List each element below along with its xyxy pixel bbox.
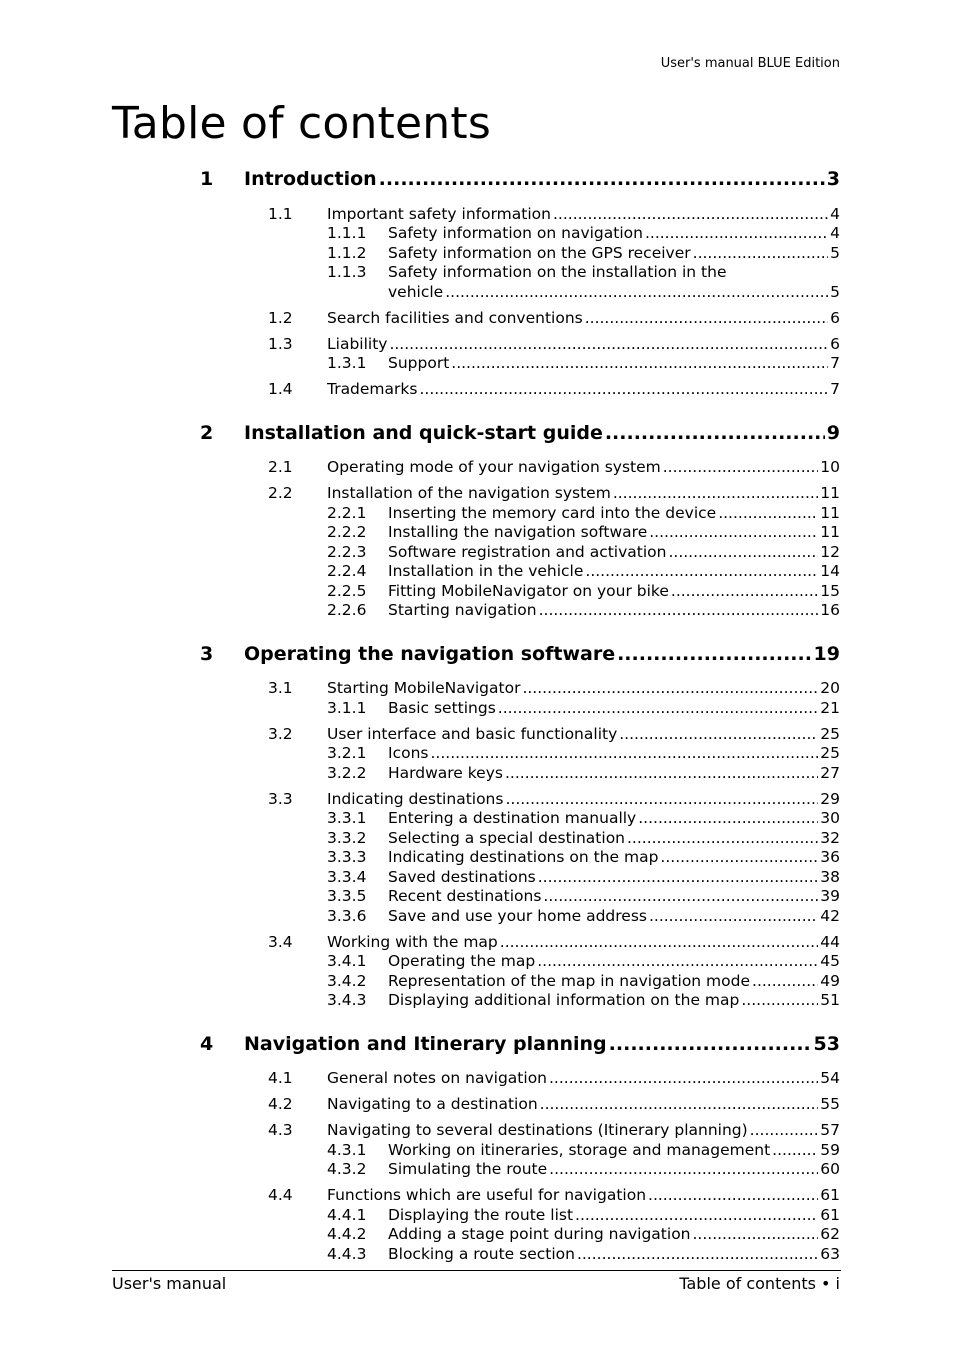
running-header: User's manual BLUE Edition	[660, 56, 840, 71]
entry-title: Displaying the route list	[388, 1205, 574, 1224]
page-number: 25	[820, 724, 840, 743]
entry-title: Entering a destination manually	[388, 809, 637, 827]
toc-entry-line	[388, 848, 840, 868]
entry-title: Installing the navigation software	[388, 523, 648, 541]
subsection-entry	[0, 1141, 954, 1161]
entry-title: Safety information on the installation in the	[388, 263, 727, 281]
toc-entry-line	[388, 1245, 840, 1265]
section-entry	[0, 725, 954, 745]
subsection-number: 4.4.3	[327, 1244, 367, 1263]
dot-leader	[609, 1033, 812, 1055]
entry-title: Search facilities and conventions	[327, 308, 583, 327]
toc-entry-line	[327, 1069, 840, 1089]
page-number: 29	[820, 789, 840, 808]
page-number: 45	[820, 952, 840, 970]
subsection-entry	[0, 699, 954, 719]
toc-entry-line	[388, 907, 840, 927]
page-number: 60	[820, 1160, 840, 1178]
entry-title: Simulating the route	[388, 1160, 548, 1178]
toc-entry-line	[244, 643, 840, 665]
entry-title: Operating mode of your navigation system	[327, 458, 661, 476]
entry-title: Navigating to several destinations (Itinerary planning)	[327, 1121, 748, 1139]
entry-title: Fitting MobileNavigator on your bike	[388, 581, 669, 600]
table-of-contents	[0, 168, 954, 1264]
dot-leader	[693, 244, 828, 264]
section-group	[0, 484, 954, 621]
subsection-entry	[0, 829, 954, 849]
page-number: 3	[826, 168, 840, 190]
entry-title: Recent destinations	[388, 887, 542, 905]
entry-title: Functions which are useful for navigation	[327, 1186, 647, 1204]
section-group	[0, 335, 954, 374]
page-number: 30	[820, 809, 840, 827]
chapter-heading	[0, 643, 954, 673]
section-group	[0, 309, 954, 329]
toc-entry-line	[388, 582, 840, 602]
subsection-number: 3.3.1	[327, 809, 367, 827]
subsection-entry	[0, 744, 954, 764]
dot-leader	[549, 1160, 818, 1180]
entry-title: Displaying additional information on the map	[388, 991, 740, 1009]
page-title: Table of contents	[112, 98, 491, 149]
page-number: 9	[826, 421, 840, 444]
toc-entry-line	[388, 744, 840, 764]
toc-entry-line	[388, 764, 840, 784]
dot-leader	[718, 504, 818, 524]
subsection-number: 1.1.1	[327, 224, 367, 242]
chapter-number: 4	[200, 1032, 214, 1055]
section-group	[0, 790, 954, 927]
page-number: 4	[830, 224, 840, 242]
dot-leader	[577, 1245, 818, 1265]
section-number: 3.2	[268, 724, 293, 743]
page-number: 32	[820, 828, 840, 847]
section-number: 4.1	[268, 1069, 293, 1087]
toc-entry-line	[327, 725, 840, 745]
subsection-number: 3.3.2	[327, 828, 367, 847]
page-number: 54	[820, 1069, 840, 1087]
dot-leader	[617, 643, 811, 665]
toc-entry-line	[327, 205, 840, 225]
dot-leader	[389, 335, 828, 355]
entry-title: Save and use your home address	[388, 906, 647, 925]
dot-leader	[540, 1095, 819, 1115]
page-number: 55	[820, 1095, 840, 1113]
entry-title: Important safety information	[327, 204, 551, 223]
chapter-number: 2	[200, 421, 214, 444]
toc-entry-line	[388, 1225, 840, 1245]
toc-entry-line	[388, 244, 840, 264]
subsection-number: 2.2.6	[327, 601, 367, 619]
section-number: 1.1	[268, 204, 293, 223]
section-entry	[0, 335, 954, 355]
subsection-number: 4.3.2	[327, 1160, 367, 1178]
subsection-entry	[0, 1206, 954, 1226]
subsection-entry	[0, 1225, 954, 1245]
dot-leader	[668, 543, 818, 563]
subsection-entry	[0, 972, 954, 992]
entry-title: Operating the map	[388, 952, 536, 970]
section-entry	[0, 1186, 954, 1206]
entry-title: Indicating destinations on the map	[388, 848, 659, 866]
dot-leader	[750, 1121, 819, 1141]
page-number: 14	[820, 562, 840, 580]
dot-leader	[505, 790, 818, 810]
page-number: 49	[820, 971, 840, 990]
entry-title: Safety information on the GPS receiver	[388, 243, 691, 262]
subsection-number: 3.4.1	[327, 952, 367, 970]
dot-leader	[605, 422, 825, 444]
dot-leader	[660, 848, 818, 868]
page-number: 39	[820, 887, 840, 905]
page-number: 53	[813, 1032, 840, 1055]
section-entry	[0, 933, 954, 953]
entry-title: Installation and quick-start guide	[244, 421, 603, 444]
toc-entry-line	[388, 562, 840, 582]
subsection-number: 3.3.5	[327, 887, 367, 905]
entry-title: Installation in the vehicle	[388, 562, 584, 580]
subsection-entry	[0, 764, 954, 784]
subsection-entry	[0, 601, 954, 621]
section-number: 4.4	[268, 1186, 293, 1204]
entry-title: Saved destinations	[388, 867, 536, 886]
dot-leader	[543, 887, 818, 907]
entry-title: Starting navigation	[388, 601, 537, 619]
subsection-number: 3.4.3	[327, 991, 367, 1009]
section-entry	[0, 1121, 954, 1141]
page-number: 25	[820, 744, 840, 762]
toc-entry-line	[327, 484, 840, 504]
toc-entry-line	[388, 263, 840, 283]
subsection-entry-continued	[0, 283, 954, 303]
dot-leader	[419, 380, 828, 400]
page-number: 7	[830, 354, 840, 372]
entry-title: Operating the navigation software	[244, 642, 616, 665]
page-number: 20	[820, 679, 840, 697]
toc-entry-line	[388, 543, 840, 563]
toc-entry-line	[327, 1095, 840, 1115]
page-number: 38	[820, 867, 840, 886]
page-number: 21	[820, 698, 840, 717]
page-number: 61	[820, 1205, 840, 1224]
dot-leader	[693, 1225, 819, 1245]
dot-leader	[575, 1206, 818, 1226]
subsection-entry	[0, 354, 954, 374]
section-number: 2.1	[268, 458, 293, 476]
footer-left: User's manual	[112, 1274, 227, 1293]
toc-entry-line	[388, 224, 840, 244]
subsection-number: 3.2.2	[327, 763, 367, 782]
page-number: 6	[830, 308, 840, 327]
section-entry	[0, 484, 954, 504]
section-number: 3.1	[268, 679, 293, 697]
subsection-number: 2.2.2	[327, 523, 367, 541]
section-entry	[0, 380, 954, 400]
toc-entry-line	[244, 422, 840, 444]
section-number: 4.3	[268, 1121, 293, 1139]
entry-title: Adding a stage point during navigation	[388, 1225, 691, 1243]
toc-entry-line	[244, 168, 840, 190]
subsection-entry	[0, 523, 954, 543]
toc-entry-line	[388, 354, 840, 374]
dot-leader	[649, 523, 818, 543]
section-number: 1.2	[268, 308, 293, 327]
dot-leader	[772, 1141, 818, 1161]
section-number: 4.2	[268, 1095, 293, 1113]
page-number: 44	[820, 932, 840, 951]
toc-entry-line	[327, 335, 840, 355]
subsection-number: 1.1.3	[327, 263, 367, 281]
section-number: 2.2	[268, 484, 293, 502]
dot-leader	[505, 764, 818, 784]
toc-entry-line	[388, 1141, 840, 1161]
entry-title: Working on itineraries, storage and management	[388, 1140, 771, 1159]
toc-entry-line	[327, 1121, 840, 1141]
section-group	[0, 1069, 954, 1089]
subsection-number: 2.2.4	[327, 562, 367, 580]
toc-entry-line	[388, 504, 840, 524]
section-group	[0, 1186, 954, 1264]
page-number: 61	[820, 1186, 840, 1204]
entry-title: Basic settings	[388, 698, 496, 717]
toc-entry-line	[327, 380, 840, 400]
toc-entry-line	[388, 991, 840, 1011]
entry-title: Representation of the map in navigation mode	[388, 971, 751, 990]
dot-leader	[445, 283, 828, 303]
entry-title: Installation of the navigation system	[327, 484, 611, 502]
entry-title: Indicating destinations	[327, 789, 504, 808]
section-number: 3.3	[268, 789, 293, 808]
entry-title: Support	[388, 354, 450, 372]
entry-title: Selecting a special destination	[388, 828, 625, 847]
entry-title: Blocking a route section	[388, 1244, 575, 1263]
entry-title: Navigation and Itinerary planning	[244, 1032, 607, 1055]
entry-title: Icons	[388, 744, 429, 762]
dot-leader	[671, 582, 818, 602]
dot-leader	[613, 484, 818, 504]
section-group	[0, 933, 954, 1011]
section-entry	[0, 458, 954, 478]
section-group	[0, 205, 954, 303]
subsection-entry	[0, 244, 954, 264]
entry-title: Hardware keys	[388, 763, 503, 782]
dot-leader	[585, 309, 828, 329]
entry-title: Navigating to a destination	[327, 1095, 538, 1113]
section-entry	[0, 205, 954, 225]
entry-title: User interface and basic functionality	[327, 724, 618, 743]
subsection-number: 3.3.4	[327, 867, 367, 886]
dot-leader	[553, 205, 828, 225]
subsection-number: 1.3.1	[327, 354, 367, 372]
subsection-number: 3.2.1	[327, 744, 367, 762]
page-number: 6	[830, 334, 840, 353]
section-group	[0, 1121, 954, 1180]
entry-title: General notes on navigation	[327, 1069, 547, 1087]
section-entry	[0, 1069, 954, 1089]
dot-leader	[549, 1069, 818, 1089]
dot-leader	[638, 809, 818, 829]
toc-entry-line	[388, 523, 840, 543]
dot-leader	[645, 224, 828, 244]
subsection-number: 1.1.2	[327, 243, 367, 262]
dot-leader	[498, 699, 818, 719]
dot-leader	[663, 458, 819, 478]
toc-entry-line	[327, 1186, 840, 1206]
entry-title: Starting MobileNavigator	[327, 679, 521, 697]
dot-leader	[627, 829, 818, 849]
page-number: 19	[813, 642, 840, 665]
page-number: 10	[820, 458, 840, 476]
page-number: 4	[830, 204, 840, 223]
page-number: 51	[820, 991, 840, 1009]
toc-entry-line	[244, 1033, 840, 1055]
subsection-entry	[0, 1160, 954, 1180]
section-group	[0, 679, 954, 718]
toc-entry-line	[327, 458, 840, 478]
page-number: 63	[820, 1244, 840, 1263]
toc-entry-line	[388, 1160, 840, 1180]
subsection-entry	[0, 848, 954, 868]
subsection-number: 3.3.3	[327, 848, 367, 866]
section-entry	[0, 1095, 954, 1115]
dot-leader	[500, 933, 819, 953]
entry-title: Trademarks	[327, 380, 418, 398]
subsection-number: 3.4.2	[327, 971, 367, 990]
subsection-entry	[0, 263, 954, 283]
subsection-entry	[0, 504, 954, 524]
page-number: 59	[820, 1140, 840, 1159]
dot-leader	[430, 744, 818, 764]
subsection-entry	[0, 543, 954, 563]
page-number: 36	[820, 848, 840, 866]
chapter-heading	[0, 168, 954, 198]
subsection-number: 4.3.1	[327, 1140, 367, 1159]
entry-title: Inserting the memory card into the device	[388, 503, 717, 522]
dot-leader	[649, 907, 818, 927]
page-number: 12	[820, 542, 840, 561]
page-number: 15	[820, 581, 840, 600]
section-group	[0, 1095, 954, 1115]
subsection-entry	[0, 952, 954, 972]
toc-entry-line	[388, 952, 840, 972]
footer-divider	[112, 1270, 841, 1271]
page-number: 27	[820, 763, 840, 782]
toc-entry-line	[327, 933, 840, 953]
page-number: 57	[820, 1121, 840, 1139]
entry-title: Liability	[327, 334, 388, 353]
entry-title-continued: vehicle	[388, 282, 444, 301]
toc-entry-line	[327, 790, 840, 810]
toc-entry-line	[327, 309, 840, 329]
chapter-heading	[0, 422, 954, 452]
subsection-entry	[0, 907, 954, 927]
toc-entry-line	[388, 868, 840, 888]
subsection-number: 2.2.5	[327, 581, 367, 600]
dot-leader	[451, 354, 828, 374]
toc-entry-line	[388, 887, 840, 907]
toc-entry-line	[388, 601, 840, 621]
toc-entry-line	[388, 809, 840, 829]
toc-entry-line	[388, 699, 840, 719]
page-number: 11	[820, 523, 840, 541]
page-number: 5	[830, 282, 840, 301]
dot-leader	[537, 952, 818, 972]
section-entry	[0, 309, 954, 329]
chapter-number: 3	[200, 642, 214, 665]
page-number: 7	[830, 380, 840, 398]
entry-title: Software registration and activation	[388, 542, 667, 561]
toc-entry-line	[388, 829, 840, 849]
subsection-number: 2.2.3	[327, 542, 367, 561]
section-group	[0, 458, 954, 478]
page-number: 11	[820, 503, 840, 522]
subsection-entry	[0, 582, 954, 602]
page-number: 11	[820, 484, 840, 502]
page-number: 42	[820, 906, 840, 925]
section-group	[0, 725, 954, 784]
entry-title: Working with the map	[327, 932, 498, 951]
section-entry	[0, 790, 954, 810]
subsection-number: 3.3.6	[327, 906, 367, 925]
toc-entry-line	[388, 283, 840, 303]
chapter-heading	[0, 1033, 954, 1063]
subsection-entry	[0, 887, 954, 907]
dot-leader	[741, 991, 818, 1011]
dot-leader	[585, 562, 818, 582]
dot-leader	[648, 1186, 818, 1206]
subsection-number: 4.4.1	[327, 1205, 367, 1224]
section-entry	[0, 679, 954, 699]
footer-right: Table of contents • i	[679, 1274, 840, 1293]
dot-leader	[522, 679, 818, 699]
dot-leader	[538, 868, 819, 888]
subsection-number: 3.1.1	[327, 698, 367, 717]
dot-leader	[539, 601, 819, 621]
subsection-entry	[0, 1245, 954, 1265]
page-number: 62	[820, 1225, 840, 1243]
entry-title: Introduction	[244, 168, 377, 190]
subsection-number: 4.4.2	[327, 1225, 367, 1243]
subsection-entry	[0, 868, 954, 888]
section-group	[0, 380, 954, 400]
section-number: 3.4	[268, 932, 293, 951]
subsection-entry	[0, 224, 954, 244]
toc-entry-line	[388, 1206, 840, 1226]
subsection-entry	[0, 809, 954, 829]
page-number: 5	[830, 243, 840, 262]
dot-leader	[752, 972, 818, 992]
section-number: 1.4	[268, 380, 293, 398]
page-number: 16	[820, 601, 840, 619]
subsection-entry	[0, 991, 954, 1011]
subsection-entry	[0, 562, 954, 582]
section-number: 1.3	[268, 334, 293, 353]
dot-leader	[379, 168, 825, 190]
subsection-number: 2.2.1	[327, 503, 367, 522]
toc-entry-line	[327, 679, 840, 699]
toc-entry-line	[388, 972, 840, 992]
chapter-number: 1	[200, 168, 214, 190]
dot-leader	[619, 725, 818, 745]
entry-title: Safety information on navigation	[388, 224, 643, 242]
